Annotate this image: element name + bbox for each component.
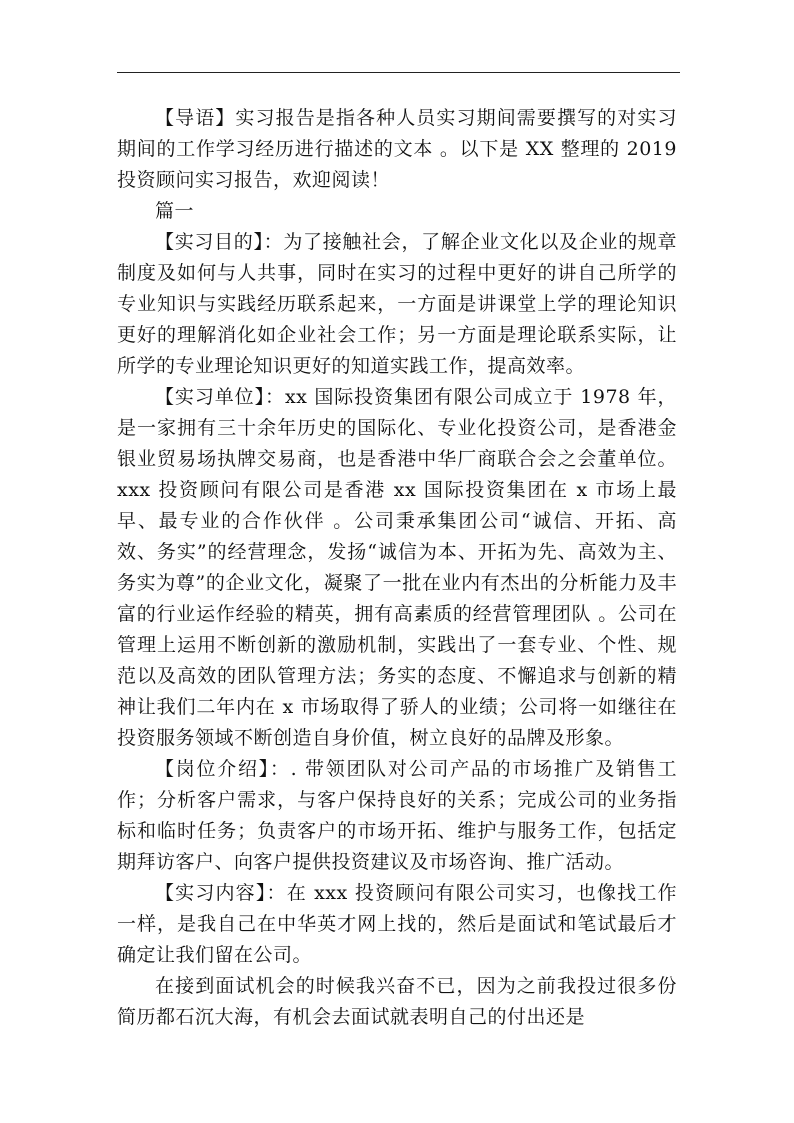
document-body xyxy=(117,103,677,1033)
content-paragraph: 【实习内容】：在 xxx 投资顾问有限公司实习，也像找工作一样，是我自己在中华英才网上找的，然后是面试和笔试最后才确定让我们留在公司。 xyxy=(117,882,677,966)
section-heading: 篇一 xyxy=(155,200,195,222)
header-rule xyxy=(117,72,680,73)
intro-paragraph: 【导语】实习报告是指各种人员实习期间需要撰写的对实习期间的工作学习经历进行描述的文本 。以下是 XX 整理的 2019 投资顾问实习报告，欢迎阅读！ xyxy=(117,107,677,191)
position-paragraph: 【岗位介绍】：. 带领团队对公司产品的市场推广及销售工作；分析客户需求，与客户保持良好的关系；完成公司的业务指标和临时任务；负责客户的市场开拓、维护与服务工作，包括定期拜访客户、向客户提供投资建议及市场咨询、推广活动。 xyxy=(117,758,677,873)
purpose-paragraph: 【实习目的】：为了接触社会，了解企业文化以及企业的规章制度及如何与人共事，同时在实习的过程中更好的讲自己所学的专业知识与实践经历联系起来，一方面是讲课堂上学的理论知识更好的理解消化如企业社会工作；另一方面是理论联系实际，让所学的专业理论知识更好的知道实践工作，提高效率。 xyxy=(117,231,677,377)
company-paragraph: 【实习单位】：xx 国际投资集团有限公司成立于 1978 年，是一家拥有三十余年历史的国际化、专业化投资公司，是香港金银业贸易场执牌交易商，也是香港中华厂商联合会之会董单位。xxx 投资顾问有限公司是香港 xx 国际投资集团在 x 市场上最早、最专业的合作伙伴 。公司秉承集团公司“诚信、开拓、高效、务实”的经营理念，发扬“诚信为本、开拓为先、高效为主、务实为尊”的企业文化，凝聚了一批在业内有杰出的分析能力及丰富的行业运作经验的精英，拥有高素质的经营管理团队 。公司在管理上运用不断创新的激励机制，实践出了一套专业、个性、规范以及高效的团队管理方法；务实的态度、不懈追求与创新的精神让我们二年内在 x 市场取得了骄人的业绩；公司将一如继往在投资服务领域不断创造自身价值，树立良好的品牌及形象。 xyxy=(117,386,677,749)
interview-paragraph: 在接到面试机会的时候我兴奋不已，因为之前我投过很多份简历都石沉大海，有机会去面试就表明自己的付出还是 xyxy=(117,975,677,1028)
